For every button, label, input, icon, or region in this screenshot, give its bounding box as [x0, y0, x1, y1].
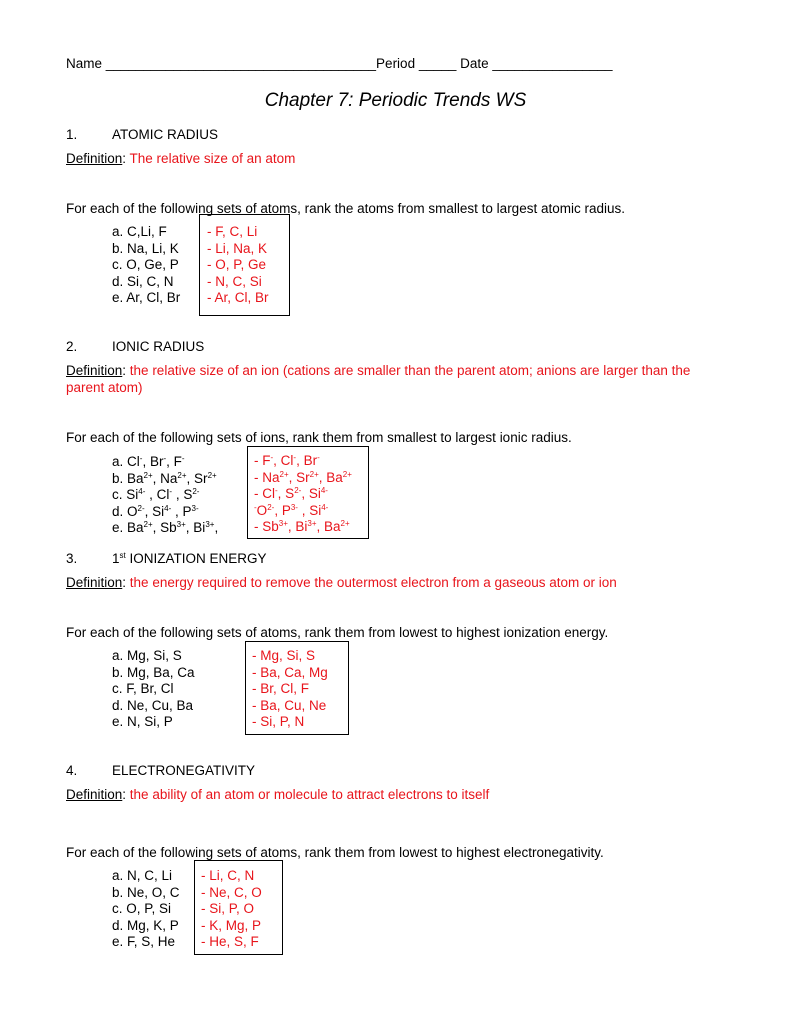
- section-1-answer-box: [199, 214, 290, 316]
- list-item: c. O, Ge, P: [112, 257, 179, 272]
- section-1-heading: ATOMIC RADIUS: [112, 127, 219, 142]
- section-4-answer-box: [194, 860, 283, 955]
- list-item: e. $Ba^{2+}$, $Sb^{3+}$, $Bi^{3+}$,: [112, 520, 219, 535]
- definition-text: the energy required to remove the outermost electron from a gaseous atom or ion: [129, 575, 617, 590]
- answer: - Ba, Ca, Mg: [252, 664, 328, 680]
- section-1-items: [112, 224, 180, 307]
- section-3-heading: 1st IONIZATION ENERGY: [112, 551, 267, 566]
- section-1-instruction: For each of the following sets of atoms, rank the atoms from smallest to largest atomic radius.: [66, 201, 625, 216]
- answer: - Si, P, O: [201, 901, 255, 916]
- list-item: a. Cl-, Br-, F-: [112, 454, 185, 469]
- section-4-definition: Definition: the ability of an atom or molecule to attract electrons to itself: [66, 787, 490, 802]
- definition-text: the relative size of an ion (cations are smaller than the parent atom; anions are larger than the: [129, 363, 691, 378]
- list-item: c. O, P, Si: [112, 901, 172, 916]
- section-2-heading: IONIC RADIUS: [112, 339, 205, 354]
- definition-label: Definition: [66, 787, 123, 802]
- list-item: b. $Ba^{2+}$, $Na^{2+}$, $Sr^{2+}$: [112, 470, 217, 486]
- section-2-instruction: For each of the following sets of ions, rank them from smallest to largest ionic radius.: [66, 430, 572, 445]
- name-period-date-line: Name ____________________________________Period _____ Date ________________: [66, 56, 613, 71]
- definition-label: Definition: [66, 575, 123, 590]
- list-item: a. Mg, Si, S: [112, 648, 182, 663]
- section-1-definition: Definition: The relative size of an atom: [66, 151, 296, 166]
- definition-text: The relative size of an atom: [129, 151, 296, 166]
- list-item: e. N, Si, P: [112, 714, 173, 729]
- list-item: e. Ar, Cl, Br: [112, 290, 181, 305]
- section-3-answer-box: [245, 641, 349, 735]
- answer: - Cl-, $S^{2-}$, $Si^{4-}$: [254, 486, 328, 501]
- list-item: a. C,Li, F: [112, 224, 167, 239]
- section-3-definition: Definition: the energy required to remove the outermost electron from a gaseous atom or ion: [66, 575, 617, 590]
- section-2-items: [112, 454, 218, 537]
- section-3-number: 3.: [66, 551, 78, 566]
- section-2-definition: Definition: the relative size of an ion (cations are smaller than the parent atom; anions are larger than the: [66, 363, 691, 378]
- answer: - He, S, F: [201, 934, 259, 949]
- answer: - Br, Cl, F: [252, 681, 309, 696]
- answer: - O, P, Ge: [207, 257, 267, 272]
- section-4-number: 4.: [66, 763, 78, 778]
- answer: - N, C, Si: [207, 273, 262, 289]
- list-item: d. $O^{2-}$, $Si^{4-}$ , $P^{3-}$: [112, 503, 199, 519]
- list-item: b. Na, Li, K: [112, 240, 179, 256]
- answer: - $Na^{2+}$, $Sr^{2+}$, $Ba^{2+}$: [254, 469, 352, 485]
- answer: $^-O^{2-}$, $P^{3-}$ , $Si^{4-}$: [254, 502, 329, 518]
- section-4-instruction: For each of the following sets of atoms, rank them from lowest to highest electronegativity.: [66, 845, 604, 860]
- section-2-definition-continued: parent atom): [66, 380, 143, 395]
- page-title: Chapter 7: Periodic Trends WS: [264, 90, 527, 111]
- section-3-items: [112, 648, 195, 731]
- section-3-instruction: For each of the following sets of atoms, rank them from lowest to highest ionization energy.: [66, 625, 609, 640]
- section-2-number: 2.: [66, 339, 78, 354]
- list-item: d. Ne, Cu, Ba: [112, 697, 194, 713]
- answer: - Li, C, N: [201, 868, 255, 883]
- list-item: b. Mg, Ba, Ca: [112, 664, 195, 680]
- section-4-heading: ELECTRONEGATIVITY: [112, 763, 256, 778]
- list-item: d. Si, C, N: [112, 273, 174, 289]
- definition-label: Definition: [66, 151, 123, 166]
- list-item: c. F, Br, Cl: [112, 681, 174, 696]
- answer: - Ba, Cu, Ne: [252, 697, 327, 713]
- answer: - Si, P, N: [252, 714, 305, 729]
- answer: - F-, Cl-, Br-: [254, 453, 320, 468]
- definition-text: the ability of an atom or molecule to attract electrons to itself: [129, 787, 490, 802]
- list-item: d. Mg, K, P: [112, 917, 179, 933]
- section-4-items: [112, 868, 180, 951]
- section-1-number: 1.: [66, 127, 78, 142]
- answer: - $Sb^{3+}$, $Bi^{3+}$, $Ba^{2+}$: [254, 519, 350, 534]
- list-item: e. F, S, He: [112, 934, 176, 949]
- answer: - Ne, C, O: [201, 884, 262, 900]
- list-item: c. $Si^{4-}$ , Cl- , $S^{2-}$: [112, 487, 200, 502]
- list-item: a. N, C, Li: [112, 868, 173, 883]
- answer: - Mg, Si, S: [252, 648, 316, 663]
- answer: - K, Mg, P: [201, 917, 262, 933]
- section-2-answer-box: [247, 446, 369, 539]
- answer: - F, C, Li: [207, 224, 258, 239]
- list-item: b. Ne, O, C: [112, 884, 180, 900]
- answer: - Ar, Cl, Br: [207, 290, 269, 305]
- definition-label: Definition: [66, 363, 123, 378]
- answer: - Li, Na, K: [207, 240, 268, 256]
